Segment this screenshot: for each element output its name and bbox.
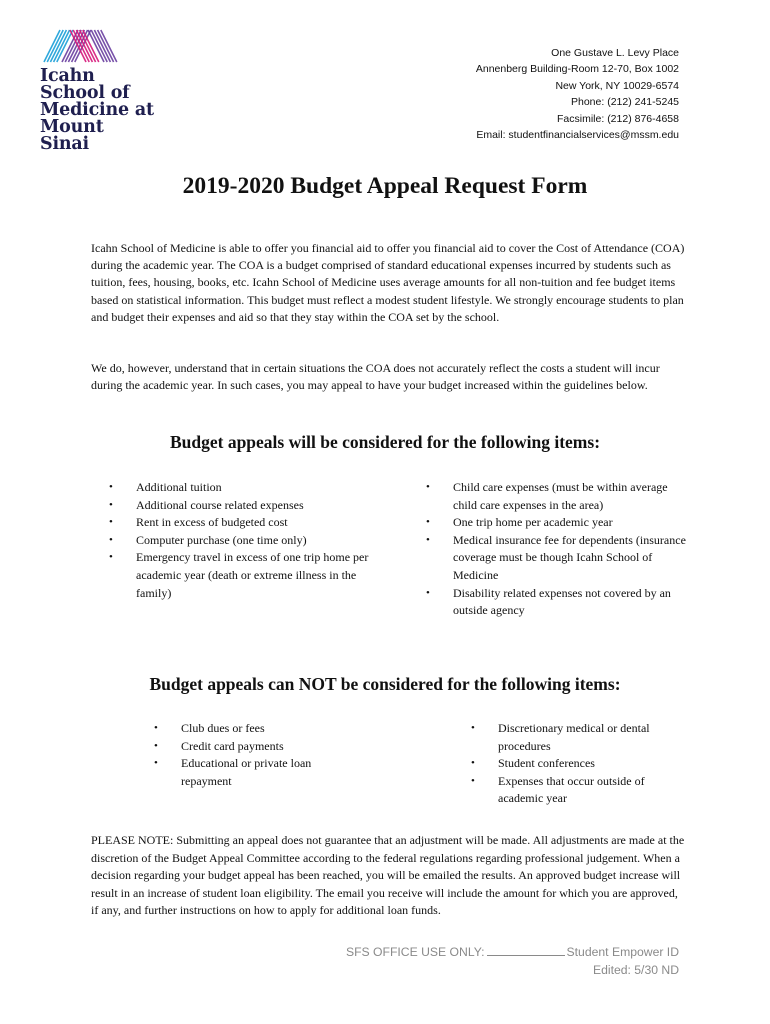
list-item-text: One trip home per academic year [453,515,613,530]
bullet-icon: • [471,722,475,734]
logo-line: Medicine at [40,100,154,120]
list-item-text: Disability related expenses not covered by an outside agency [453,585,671,618]
bullet-icon: • [426,533,430,546]
office-use-label: SFS OFFICE USE ONLY: [345,945,485,959]
not-considered-list-right [471,720,681,808]
logo-line: Icahn [40,66,95,86]
please-note-paragraph: PLEASE NOTE: Submitting an appeal does not guarantee that an adjustment will be made. All adjustments are made at the discretion of the Budget Appeal Committee according to the federal regulations regarding professional judgement. When a decision regarding your budget appeal has been reached, you will be emailed the results. An approved budget increase will result in an increase of student loan eligibility. The email you receive will include the amount for which you are approved, if any, and further instructions on how to apply for additional loan funds. [91,833,685,918]
bullet-icon: • [109,498,113,511]
list-item [109,479,379,497]
list-item-text: Student conferences [498,756,595,771]
logo-mark-icon [42,24,122,64]
list-item [154,755,354,790]
list-item [426,479,686,514]
not-considered-heading: Budget appeals can NOT be considered for the following items: [149,674,621,694]
list-item-text: Emergency travel in excess of one trip home per academic year (death or extreme illness in the family) [136,550,369,600]
list-item [109,532,379,550]
appeal-paragraph: We do, however, understand that in certain situations the COA does not accurately reflect the costs a student will incur during the academic year. In such cases, you may appeal to have your budget increased within the guidelines below. [91,361,660,393]
list-item-text: Additional course related expenses [136,497,304,512]
list-item-text: Expenses that occur outside of academic year [498,773,645,806]
not-considered-list-left [154,720,354,790]
list-item-text: Computer purchase (one time only) [136,532,307,547]
logo-line: Mount [40,117,104,137]
address-city: New York, NY 10029-6574 [555,79,679,92]
list-item [109,514,379,532]
address-street: One Gustave L. Levy Place [551,47,679,59]
list-item [471,755,681,773]
bullet-icon: • [426,516,430,529]
bullet-icon: • [471,757,475,770]
address-building: Annenberg Building-Room 12-70, Box 1002 [475,63,679,76]
considered-list-left [109,479,379,602]
list-item-text: Credit card payments [181,738,284,753]
list-item [426,514,686,532]
edited-note: Edited: 5/30 ND [592,963,679,977]
logo-line: School of [40,83,130,103]
office-use-footer [346,943,679,979]
considered-heading: Budget appeals will be considered for the following items: [169,432,601,452]
list-item-text: Medical insurance fee for dependents (insurance coverage must be though Icahn School of Medicine [453,532,686,582]
bullet-icon: • [109,533,113,546]
bullet-icon: • [426,481,430,493]
list-item-text: Additional tuition [136,480,222,494]
empower-id-blank[interactable] [487,944,565,956]
bullet-icon: • [154,757,158,770]
list-item [426,585,686,620]
list-item [471,720,681,755]
address-phone: Phone: (212) 241-5245 [571,96,679,109]
empower-id-label: Student Empower ID [566,945,679,959]
list-item [471,773,681,808]
address-email: Email: studentfinancialservices@mssm.edu [476,129,679,142]
bullet-icon: • [471,774,475,787]
list-item-text: Child care expenses (must be within average child care expenses in the area) [453,480,668,512]
list-item [109,497,379,515]
list-item [154,738,354,756]
list-item [426,532,686,585]
list-item [154,720,354,738]
address-fax: Facsimile: (212) 876-4658 [557,112,679,125]
list-item-text: Educational or private loan repayment [181,756,312,788]
page-title: 2019-2020 Budget Appeal Request Form [182,173,588,199]
bullet-icon: • [426,586,430,599]
logo-line: Sinai [40,134,89,154]
list-item-text: Club dues or fees [181,721,265,735]
list-item-text: Discretionary medical or dental procedures [498,721,650,753]
bullet-icon: • [109,481,113,493]
bullet-icon: • [109,516,113,529]
bullet-icon: • [154,739,158,752]
bullet-icon: • [109,551,113,564]
list-item [109,549,379,602]
bullet-icon: • [154,722,158,734]
intro-paragraph: Icahn School of Medicine is able to offer you financial aid to offer you financial aid to cover the Cost of Attendance (COA) during the academic year. The COA is a budget comprised of standard educational expenses incurred by students such as tuition, fees, housing, books, etc. Icahn School of Medicine uses average amounts for all non-tuition and fee budget items based on statistical information. This budget must reflect a modest student lifestyle. We strongly encourage students to plan and budget their expenses and aid so that they stay within the COA set by the school. [91,241,685,324]
considered-list-right [426,479,686,620]
institution-logo [40,24,160,154]
address-block [476,45,679,143]
list-item-text: Rent in excess of budgeted cost [136,515,288,530]
logo-wordmark [40,68,154,153]
